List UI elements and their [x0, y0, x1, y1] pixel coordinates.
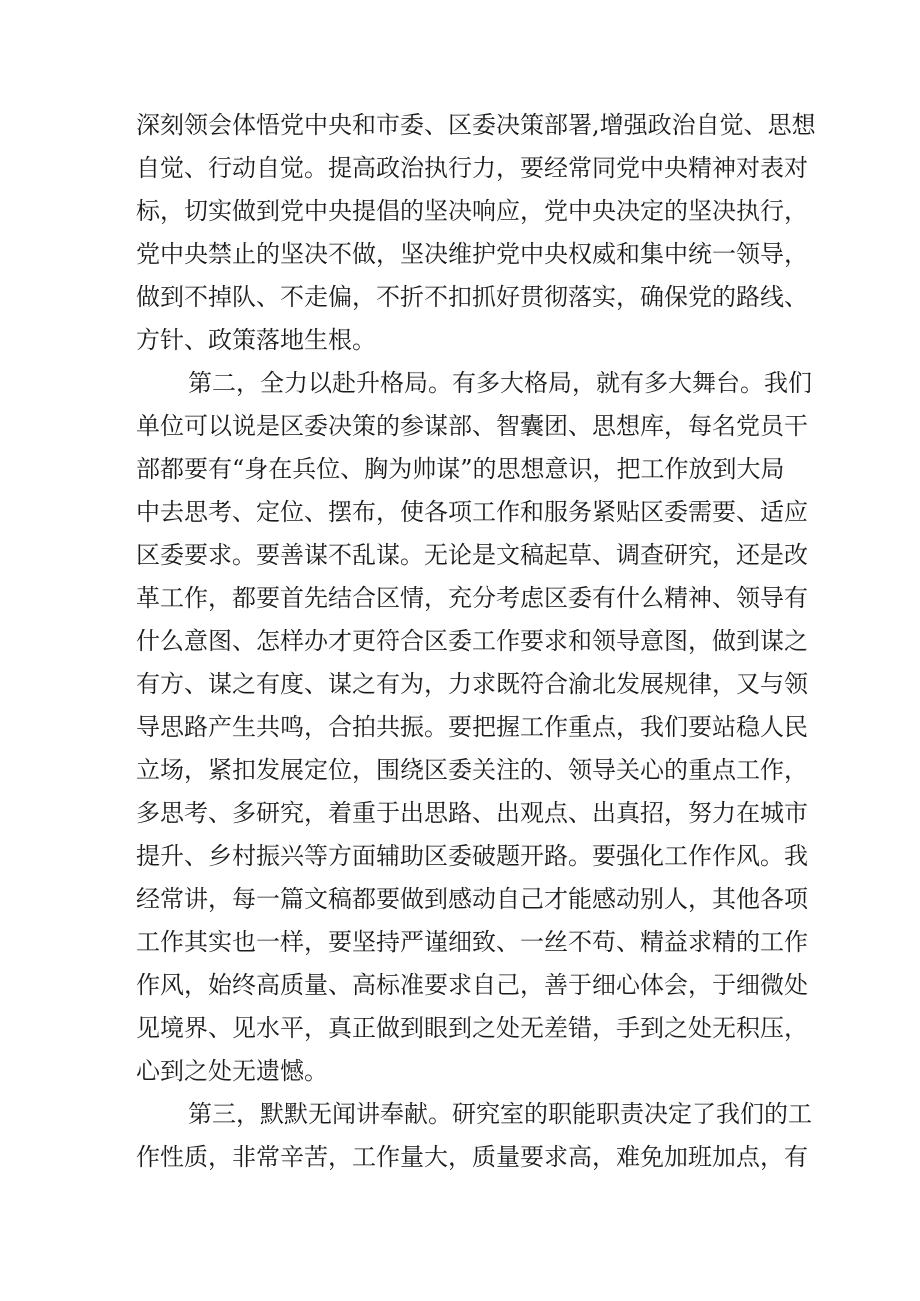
text-line: 中去思考、定位、摆布，使各项工作和服务紧贴区委需要、适应: [136, 498, 808, 526]
text-line: 导思路产生共鸣，合拍共振。要把握工作重点，我们要站稳人民: [136, 713, 808, 741]
text-line: 心到之处无遗憾。: [136, 1057, 328, 1085]
text-line: 第三，默默无闻讲奉献。研究室的职能职责决定了我们的工: [188, 1100, 812, 1128]
text-line: 部都要有“身在兵位、胸为帅谋”的思想意识，把工作放到大局: [136, 455, 785, 483]
paragraph-3: [136, 1093, 812, 1179]
paragraph-1: [136, 104, 816, 362]
text-line: 自觉、行动自觉。提高政治执行力，要经常同党中央精神对表对: [136, 154, 808, 182]
text-line: 立场，紧扣发展定位，围绕区委关注的、领导关心的重点工作，: [136, 756, 808, 784]
text-line: 方针、政策落地生根。: [136, 326, 376, 354]
text-line: 第二，全力以赴升格局。有多大格局，就有多大舞台。我们: [188, 369, 812, 397]
text-line: 见境界、见水平，真正做到眼到之处无差错，手到之处无积压，: [136, 1014, 808, 1042]
text-line: 革工作，都要首先结合区情，充分考虑区委有什么精神、领导有: [136, 584, 808, 612]
text-line: 有方、谋之有度、谋之有为，力求既符合渝北发展规律，又与领: [136, 670, 808, 698]
text-line: 什么意图、怎样办才更符合区委工作要求和领导意图，做到谋之: [136, 627, 808, 655]
text-line: 标，切实做到党中央提倡的坚决响应，党中央决定的坚决执行，: [136, 197, 808, 225]
document-body: [136, 104, 816, 1179]
text-line: 深刻领会体悟党中央和市委、区委决策部署,增强政治自觉、思想: [136, 111, 816, 139]
text-line: 党中央禁止的坚决不做，坚决维护党中央权威和集中统一领导，: [136, 240, 808, 268]
text-line: 工作其实也一样，要坚持严谨细致、一丝不苟、精益求精的工作: [136, 928, 808, 956]
text-line: 经常讲，每一篇文稿都要做到感动自己才能感动别人，其他各项: [136, 885, 808, 913]
text-line: 多思考、多研究，着重于出思路、出观点、出真招，努力在城市: [136, 799, 808, 827]
text-line: 区委要求。要善谋不乱谋。无论是文稿起草、调查研究，还是改: [136, 541, 808, 569]
text-line: 提升、乡村振兴等方面辅助区委破题开路。要强化工作作风。我: [136, 842, 808, 870]
paragraph-2: [136, 362, 812, 1093]
text-line: 单位可以说是区委决策的参谋部、智囊团、思想库，每名党员干: [136, 412, 808, 440]
text-line: 作性质，非常辛苦，工作量大，质量要求高，难免加班加点，有: [136, 1143, 808, 1171]
text-line: 做到不掉队、不走偏，不折不扣抓好贯彻落实，确保党的路线、: [136, 283, 808, 311]
text-line: 作风，始终高质量、高标准要求自己，善于细心体会，于细微处: [136, 971, 808, 999]
